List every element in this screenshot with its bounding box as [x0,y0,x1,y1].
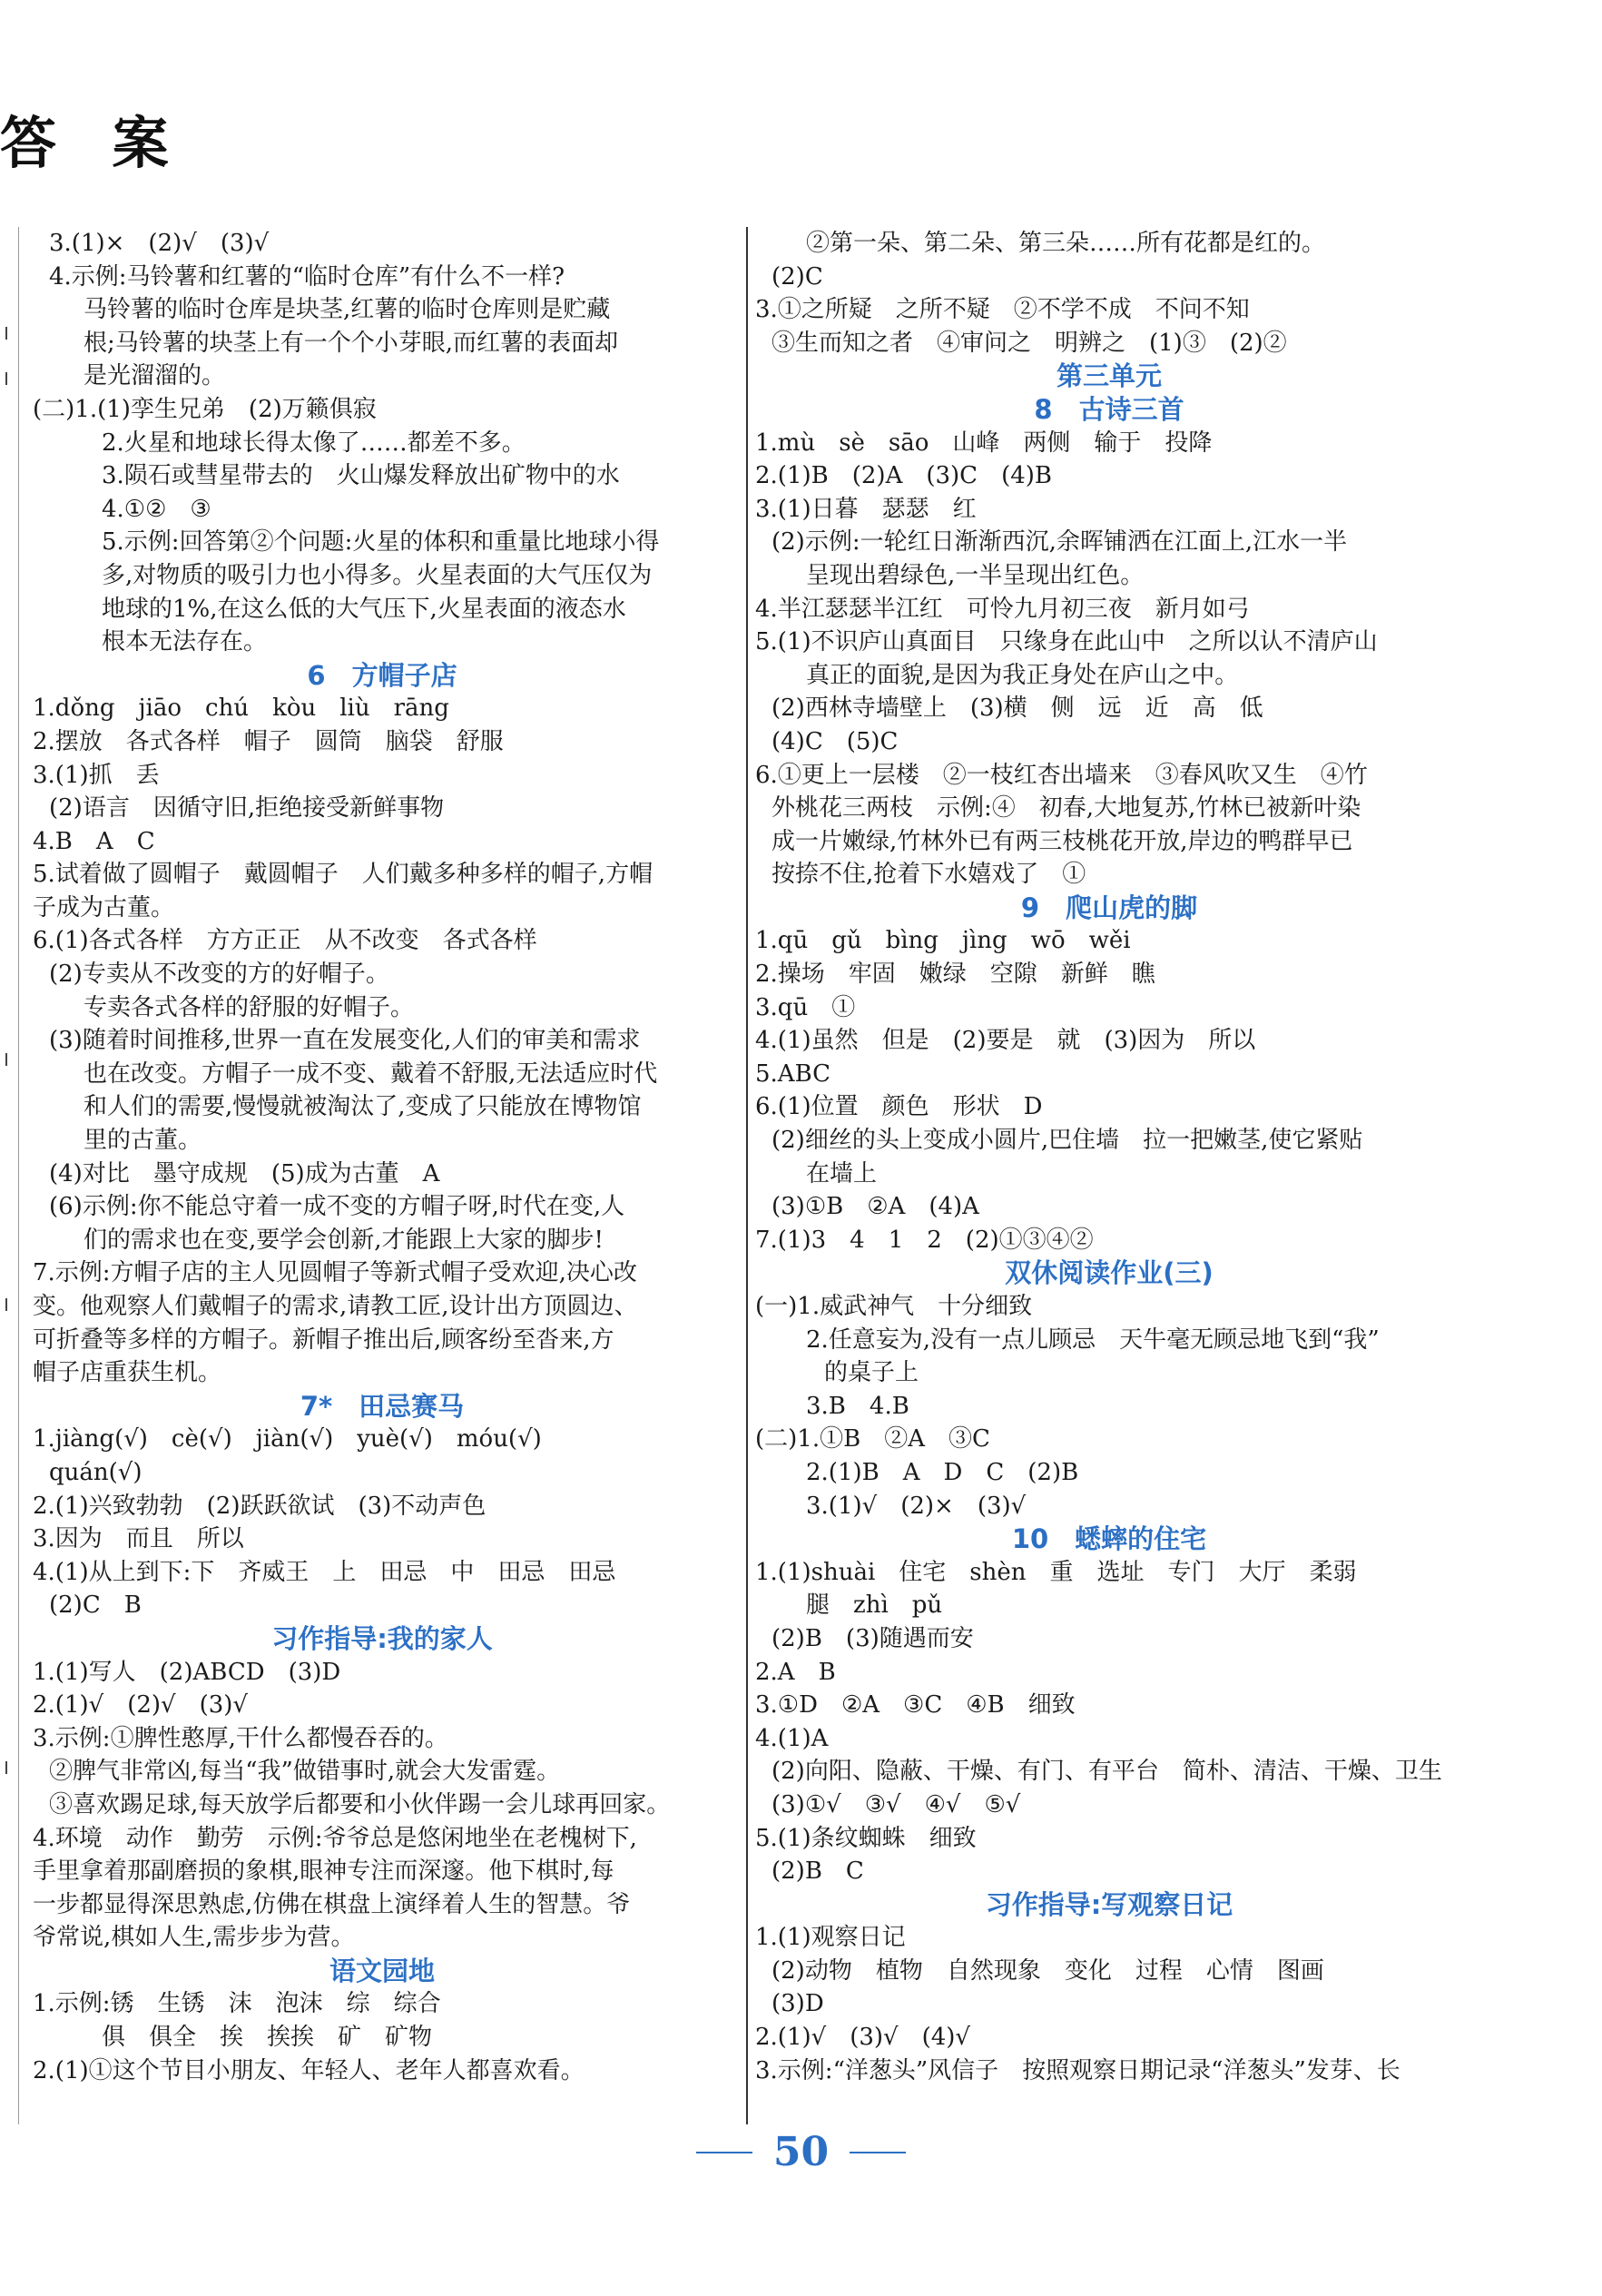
answer-line: 2.(1)√ (3)√ (4)√ [755,2024,970,2052]
column-divider [746,227,748,2124]
answer-line: 2.摆放 各式各样 帽子 圆筒 脑袋 舒服 [33,727,504,755]
page-title: 答 案 [0,110,187,176]
answer-line: 6.①更上一层楼 ②一枝红杏出墙来 ③春风吹又生 ④竹 [755,761,1368,789]
answer-line: 7.示例:方帽子店的主人见圆帽子等新式帽子受欢迎,决心改 [33,1259,637,1287]
answer-line: 2.火星和地球长得太像了……都差不多。 [102,429,526,457]
answer-line: 4.半江瑟瑟半江红 可怜九月初三夜 新月如弓 [755,595,1250,623]
section-heading: 8 古诗三首 [1034,393,1184,425]
answer-line: 俱 俱全 挨 挨挨 矿 矿物 [102,2024,433,2052]
answer-line: (2)西林寺墙壁上 (3)横 侧 远 近 高 低 [772,695,1263,723]
answer-line: 3.(1)日暮 瑟瑟 红 [755,495,977,523]
answer-line: ③喜欢踢足球,每天放学后都要和小伙伴踢一会儿球再回家。 [49,1790,671,1818]
section-heading: 语文园地 [329,1955,435,1986]
answer-line: 3.B 4.B [806,1392,909,1420]
answer-line: (二)1.①B ②A ③C [755,1425,990,1453]
answer-line: 根;马铃薯的块茎上有一个个小芽眼,而红薯的表面却 [84,329,619,357]
answer-line: 1.(1)观察日记 [755,1924,906,1952]
answer-line: (2)示例:一轮红日渐渐西沉,余晖铺洒在江面上,江水一半 [772,528,1348,557]
answer-line: (2)C [772,262,823,291]
section-heading: 双休阅读作业(三) [1005,1257,1214,1289]
answer-line: 3.示例:“洋葱头”风信子 按照观察日期记录“洋葱头”发芽、长 [755,2056,1401,2084]
answer-line: 5.试着做了圆帽子 戴圆帽子 人们戴多种多样的帽子,方帽 [33,861,654,889]
answer-line: (3)①B ②A (4)A [772,1193,979,1221]
answer-line: 地球的1%,在这么低的大气压下,火星表面的液态水 [102,595,626,623]
answer-line: (2)专卖从不改变的方的好帽子。 [49,961,389,989]
answer-line: 1.qū gǔ bìng jìng wō wěi [755,927,1131,955]
answer-line: 一步都显得深思熟虑,仿佛在棋盘上演绎着人生的智慧。爷 [33,1890,631,1918]
answer-line: 3.示例:①脾性憨厚,干什么都慢吞吞的。 [33,1724,448,1752]
answer-line: 5.(1)条纹蜘蛛 细致 [755,1824,977,1852]
answer-line: 1.jiàng(√) cè(√) jiàn(√) yuè(√) móu(√) [33,1425,542,1453]
section-heading: 习作指导:写观察日记 [985,1888,1233,1920]
section-heading: 习作指导:我的家人 [271,1622,493,1654]
section-heading: 第三单元 [1056,360,1162,392]
answer-line: (6)示例:你不能总守着一成不变的方帽子呀,时代在变,人 [49,1193,625,1221]
answer-line: 3.因为 而且 所以 [33,1525,244,1553]
page-footer [0,2129,1602,2175]
answer-line: 帽子店重获生机。 [33,1359,222,1387]
answer-line: (3)D [772,1990,824,2018]
answer-line: 5.(1)不识庐山真面目 只缘身在此山中 之所以认不清庐山 [755,628,1378,656]
answer-line: 根本无法存在。 [102,628,268,656]
answer-line: (2)动物 植物 自然现象 变化 过程 心情 图画 [772,1956,1324,1985]
answer-line: 们的需求也在变,要学会创新,才能跟上大家的脚步! [84,1226,604,1254]
left-rule [18,227,19,2124]
answer-line: 也在改变。方帽子一成不变、戴着不舒服,无法适应时代 [84,1059,658,1088]
answer-line: ③生而知之者 ④审问之 明辨之 (1)③ (2)② [772,329,1287,357]
answer-line: 在墙上 [806,1159,878,1187]
edge-mark [5,1761,16,1774]
section-heading: 10 蟋蟀的住宅 [1011,1523,1207,1555]
answer-line: 4.(1)从上到下:下 齐威王 上 田忌 中 田忌 田忌 [33,1558,616,1586]
answer-line: 2.(1)兴致勃勃 (2)跃跃欲试 (3)不动声色 [33,1492,486,1520]
answer-line: 1.mù sè sāo 山峰 两侧 输于 投降 [755,429,1213,457]
answer-line: (4)C (5)C [772,727,899,755]
answer-line: 变。他观察人们戴帽子的需求,请教工匠,设计出方顶圆边、 [33,1293,638,1320]
answer-line: 2.操场 牢固 嫩绿 空隙 新鲜 瞧 [755,961,1155,989]
answer-line: 3.陨石或彗星带去的 火山爆发释放出矿物中的水 [102,462,620,490]
answer-line: (2)语言 因循守旧,拒绝接受新鲜事物 [49,794,445,823]
answer-line: 爷常说,棋如人生,需步步为营。 [33,1924,355,1952]
answer-line: 3.①D ②A ③C ④B 细致 [755,1691,1076,1720]
footer-rule-left [696,2152,752,2153]
edge-mark [5,372,16,385]
answer-line: quán(√) [49,1458,143,1486]
answer-line: 3.(1)× (2)√ (3)√ [49,230,270,257]
answer-line: 外桃花三两枝 示例:④ 初春,大地复苏,竹林已被新叶染 [772,794,1361,823]
answer-line: (2)细丝的头上变成小圆片,巴住墙 拉一把嫩茎,使它紧贴 [772,1127,1363,1155]
section-heading: 6 方帽子店 [307,659,457,691]
answer-line: 4.(1)虽然 但是 (2)要是 就 (3)因为 所以 [755,1027,1256,1055]
answer-line: 是光溜溜的。 [84,362,226,390]
answer-line: (二)1.(1)孪生兄弟 (2)万籁俱寂 [33,395,377,423]
answer-line: 3.(1)抓 丢 [33,761,160,789]
answer-line: 呈现出碧绿色,一半呈现出红色。 [806,561,1145,589]
answer-line: 2.A B [755,1658,836,1686]
answer-line: 4.(1)A [755,1724,829,1752]
answer-line: 真正的面貌,是因为我正身处在庐山之中。 [806,661,1239,689]
answer-line: (2)向阳、隐蔽、干燥、有门、有平台 简朴、清洁、干燥、卫生 [772,1758,1442,1786]
answer-line: 和人们的需要,慢慢就被淘汰了,变成了只能放在博物馆 [84,1093,642,1121]
answer-line: 可折叠等多样的方帽子。新帽子推出后,顾客纷至沓来,方 [33,1325,614,1354]
answer-line: (3)①√ ③√ ④√ ⑤√ [772,1790,1021,1818]
answer-line: 成一片嫩绿,竹林外已有两三枝桃花开放,岸边的鸭群早已 [772,827,1353,855]
answer-line: (2)B C [772,1857,864,1886]
answer-line: 4.环境 动作 勤劳 示例:爷爷总是悠闲地坐在老槐树下, [33,1824,637,1852]
answer-line: 里的古董。 [84,1127,202,1155]
answer-line: 2.(1)√ (2)√ (3)√ [33,1691,248,1720]
answer-line: 4.B A C [33,827,155,855]
answer-line: 1.示例:锈 生锈 沫 泡沫 综 综合 [33,1990,441,2018]
section-heading: 7* 田忌赛马 [300,1390,465,1422]
section-heading: 9 爬山虎的脚 [1020,892,1198,923]
answer-line: 2.(1)①这个节目小朋友、年轻人、老年人都喜欢看。 [33,2056,585,2084]
answer-line: 5.ABC [755,1059,831,1088]
edge-mark [5,1053,16,1066]
answer-line: 腿 zhì pǔ [806,1591,943,1620]
answer-line: (4)对比 墨守成规 (5)成为古董 A [49,1159,440,1187]
answer-line: 子成为古董。 [33,893,175,921]
answer-line: ②脾气非常凶,每当“我”做错事时,就会大发雷霆。 [49,1758,561,1786]
left-column [33,227,732,2087]
answer-line: ②第一朵、第二朵、第三朵……所有花都是红的。 [806,230,1326,257]
answer-line: 7.(1)3 4 1 2 (2)①③④② [755,1226,1094,1254]
page-number: 50 [772,2129,830,2175]
answer-line: 的桌子上 [824,1359,919,1387]
answer-line: 1.(1)写人 (2)ABCD (3)D [33,1658,341,1686]
answer-line: 2.(1)B A D C (2)B [806,1458,1079,1486]
answer-line: (一)1.威武神气 十分细致 [755,1293,1033,1320]
answer-line: 1.(1)shuài 住宅 shèn 重 选址 专门 大厅 柔弱 [755,1558,1357,1586]
answer-line: (3)随着时间推移,世界一直在发展变化,人们的审美和需求 [49,1027,641,1055]
answer-line: 6.(1)各式各样 方方正正 从不改变 各式各样 [33,927,537,955]
edge-mark [5,1298,16,1311]
answer-line: (2)B (3)随遇而安 [772,1624,974,1652]
answer-line: 按捺不住,抢着下水嬉戏了 ① [772,861,1086,889]
answer-line: 3.qū ① [755,993,856,1021]
answer-line: 4.①② ③ [102,495,211,523]
footer-rule-right [850,2152,906,2153]
answer-line: 专卖各式各样的舒服的好帽子。 [84,993,415,1021]
answer-line: 3.(1)√ (2)× (3)√ [806,1492,1027,1520]
answer-line: 6.(1)位置 颜色 形状 D [755,1093,1043,1121]
answer-line: 手里拿着那副磨损的象棋,眼神专注而深邃。他下棋时,每 [33,1857,614,1886]
answer-line: (2)C B [49,1591,142,1620]
answer-line: 多,对物质的吸引力也小得多。火星表面的大气压仅为 [102,561,653,589]
answer-line: 4.示例:马铃薯和红薯的“临时仓库”有什么不一样? [49,262,565,291]
answer-line: 5.示例:回答第②个问题:火星的体积和重量比地球小得 [102,528,660,557]
answer-line: 1.dǒng jiāo chú kòu liù rāng [33,695,449,723]
answer-line: 马铃薯的临时仓库是块茎,红薯的临时仓库则是贮藏 [84,296,611,324]
edge-mark [5,327,16,340]
right-column [755,227,1463,2087]
answer-line: 3.①之所疑 之所不疑 ②不学不成 不问不知 [755,296,1250,324]
answer-line: 2.(1)B (2)A (3)C (4)B [755,462,1053,490]
answer-line: 2.任意妄为,没有一点儿顾忌 天牛毫无顾忌地飞到“我” [806,1325,1380,1354]
